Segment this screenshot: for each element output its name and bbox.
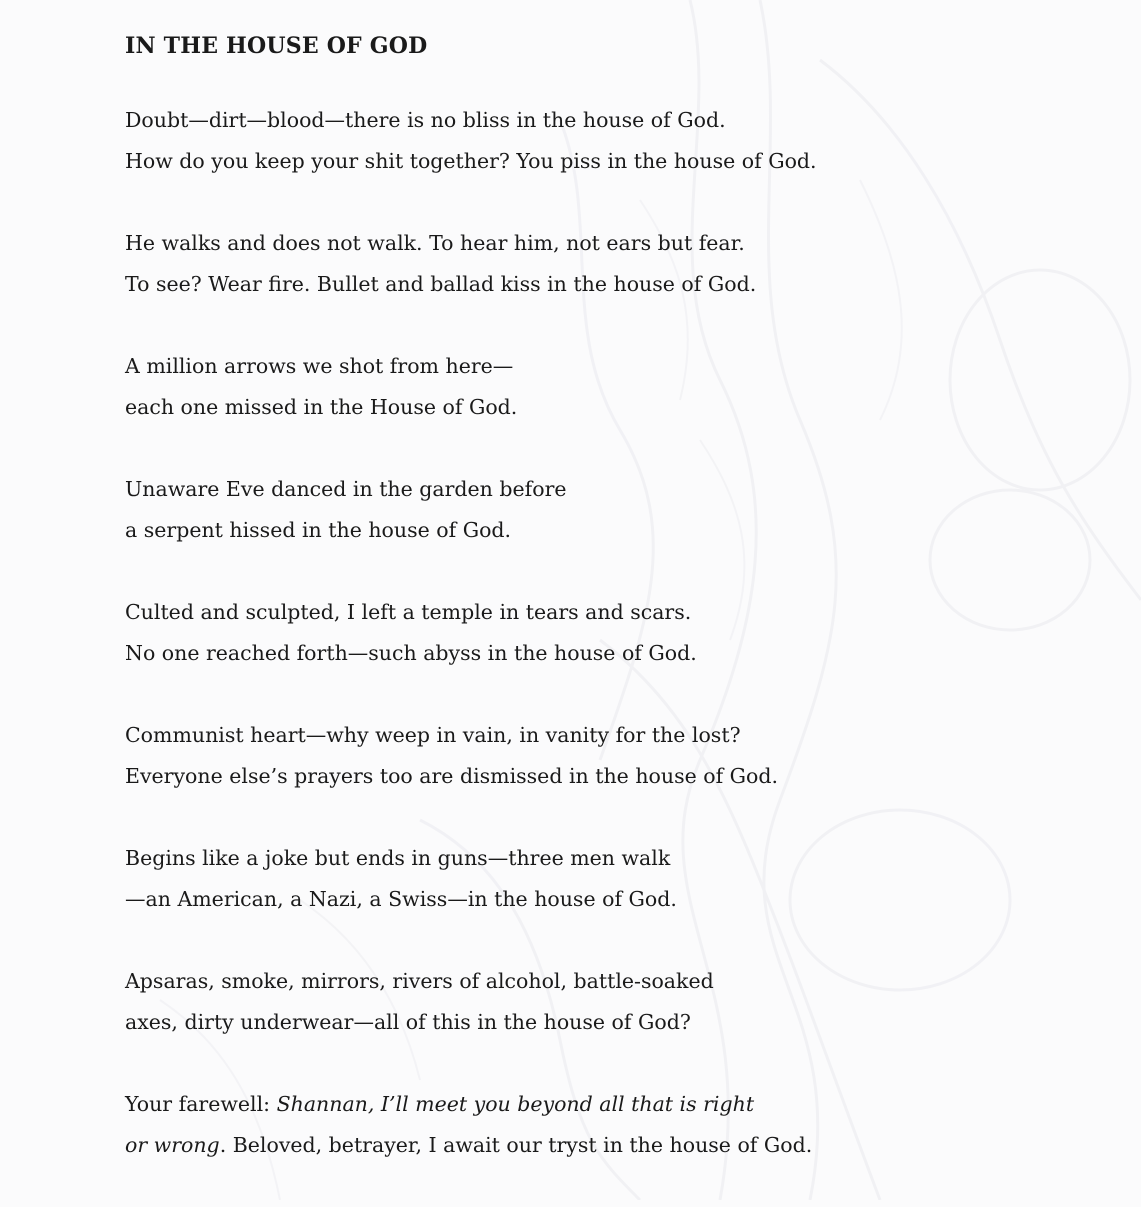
poem-line: Doubt—dirt—blood—there is no bliss in the house of God. xyxy=(125,108,726,132)
stanza-7 xyxy=(125,838,1105,920)
poem-line: A million arrows we shot from here— xyxy=(125,354,514,378)
poem-line: To see? Wear fire. Bullet and ballad kiss in the house of God. xyxy=(125,272,757,296)
poem-line: Unaware Eve danced in the garden before xyxy=(125,477,567,501)
stanza-9 xyxy=(125,1084,1105,1166)
poem-line: Culted and sculpted, I left a temple in tears and scars. xyxy=(125,600,692,624)
farewell-italic-text: Shannan, I’ll meet you beyond all that is right xyxy=(276,1092,755,1116)
poem-line: —an American, a Nazi, a Swiss—in the house of God. xyxy=(125,887,677,911)
stanza-2 xyxy=(125,223,1105,305)
poem-line xyxy=(125,1084,1105,1125)
stanza-4 xyxy=(125,469,1105,551)
farewell-italic-text: or wrong xyxy=(125,1133,220,1157)
poem-line: axes, dirty underwear—all of this in the house of God? xyxy=(125,1010,691,1034)
poem-line: each one missed in the House of God. xyxy=(125,395,518,419)
stanza-5 xyxy=(125,592,1105,674)
poem xyxy=(125,28,1105,1207)
stanza-6 xyxy=(125,715,1105,797)
stanza-8 xyxy=(125,961,1105,1043)
stanza-1 xyxy=(125,100,1105,182)
poem-line: Begins like a joke but ends in guns—three men walk xyxy=(125,846,671,870)
poem-title: IN THE HOUSE OF GOD xyxy=(125,33,428,59)
farewell-plain-text: . Beloved, betrayer, I await our tryst in the house of God. xyxy=(219,1133,813,1157)
stanza-3 xyxy=(125,346,1105,428)
poem-line: He walks and does not walk. To hear him, not ears but fear. xyxy=(125,231,745,255)
poem-line: Everyone else’s prayers too are dismissed in the house of God. xyxy=(125,764,779,788)
farewell-plain-text: Your farewell: xyxy=(125,1092,277,1116)
poem-line: a serpent hissed in the house of God. xyxy=(125,518,512,542)
poem-line: Apsaras, smoke, mirrors, rivers of alcohol, battle-soaked xyxy=(125,969,714,993)
poem-line: Communist heart—why weep in vain, in vanity for the lost? xyxy=(125,723,741,747)
poem-line: No one reached forth—such abyss in the house of God. xyxy=(125,641,697,665)
poem-line: How do you keep your shit together? You piss in the house of God. xyxy=(125,149,817,173)
poem-line xyxy=(125,1125,1105,1166)
